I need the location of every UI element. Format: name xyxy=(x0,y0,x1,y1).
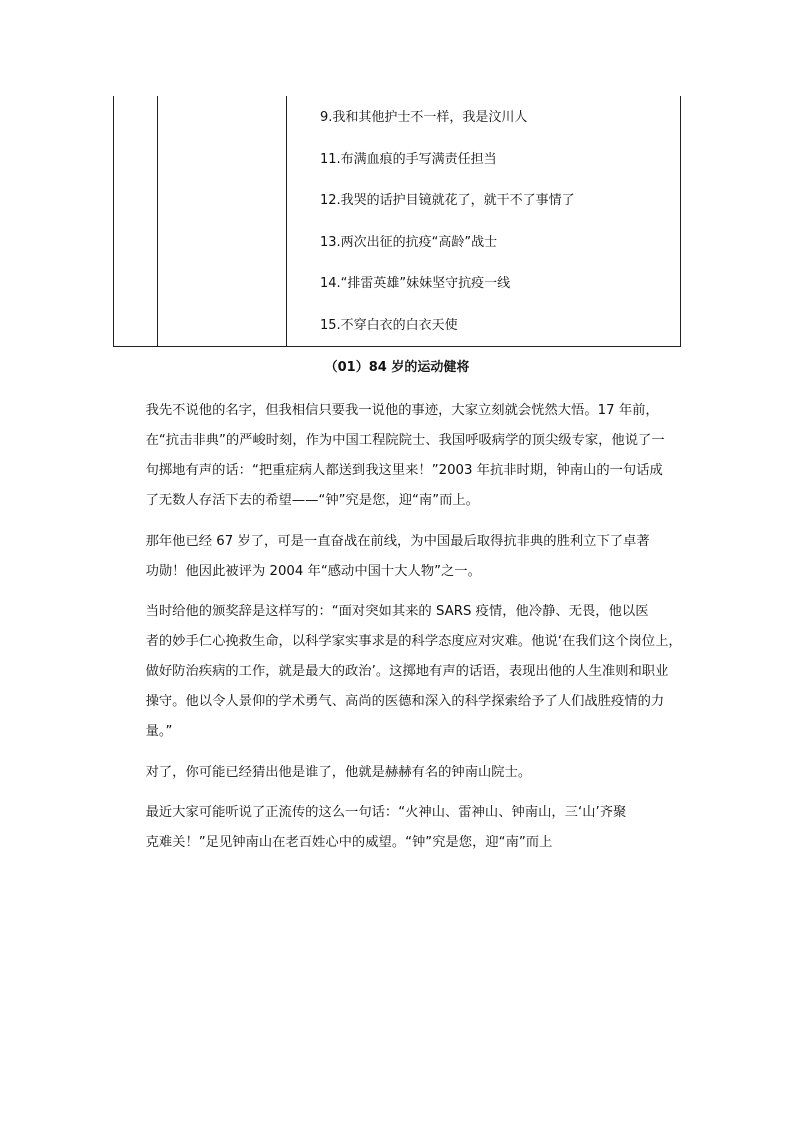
paragraph-intro xyxy=(119,396,679,516)
paragraph-line: 克难关！”足见钟南山在老百姓心中的威望。“钟”究是您，迎“南”而上 xyxy=(145,835,553,850)
paragraph-line: 句掷地有声的话：“把重症病人都送到我这里来！”2003 年抗非时期，钟南山的一句话成 xyxy=(145,463,663,478)
table-border-right xyxy=(680,96,681,346)
table-border-col2 xyxy=(286,96,287,346)
paragraph-line: 功勋！他因此被评为 2004 年“感动中国十大人物”之一。 xyxy=(145,563,481,579)
paragraph-three-mountains xyxy=(119,798,679,858)
table-story-item: 13.两次出征的抗疫“高龄”战士 xyxy=(320,234,498,250)
paragraph-line: 者的妙手仁心挽救生命，以科学家实事求是的科学态度应对灾难。他说‘在我们这个岗位上， xyxy=(145,634,682,649)
paragraph-line: 那年他已经 67 岁了，可是一直奋战在前线，为中国最后取得抗非典的胜利立下了卓著 xyxy=(145,533,650,549)
table-story-item: 12.我哭的话护目镜就花了，就干不了事情了 xyxy=(320,193,575,209)
paragraph-award-citation xyxy=(119,597,682,747)
paragraph-line: 最近大家可能听说了正流传的这么一句话：“火神山、雷神山、钟南山，三‘山’齐聚 xyxy=(145,805,627,820)
table-border-col1 xyxy=(157,96,158,346)
paragraph-age xyxy=(119,527,679,587)
paragraph-line: 做好防治疾病的工作，就是最大的政治’。这掷地有声的话语，表现出他的人生准则和职业 xyxy=(145,664,669,679)
paragraph-line: 在“抗击非典”的严峻时刻，作为中国工程院院士、我国呼吸病学的顶尖级专家，他说了一 xyxy=(145,433,665,448)
paragraph-line: 操守。他以令人景仰的学术勇气、高尚的医德和深入的科学探索给予了人们战胜疫情的力 xyxy=(145,694,665,709)
table-story-item: 14.“排雷英雄”妹妹坚守抗疫一线 xyxy=(320,276,511,292)
paragraph-reveal xyxy=(119,758,679,788)
paragraph-line: 我先不说他的名字，但我相信只要我一说他的事迹，大家立刻就会恍然大悟。17 年前， xyxy=(145,403,659,418)
article-body xyxy=(119,396,682,869)
table-story-item: 15.不穿白衣的白衣天使 xyxy=(320,317,458,333)
paragraph-line: 对了，你可能已经猜出他是谁了，他就是赫赫有名的钟南山院士。 xyxy=(145,764,532,780)
paragraph-line: 当时给他的颁奖辞是这样写的：“面对突如其来的 SARS 疫情，他冷静、无畏，他以医 xyxy=(145,604,649,619)
paragraph-line: 了无数人存活下去的希望——“钟”究是您，迎“南”而上。 xyxy=(145,493,479,508)
table-story-list xyxy=(320,108,575,358)
section-title: （01）84 岁的运动健将 xyxy=(324,360,470,375)
table-story-item: 11.布满血痕的手写满责任担当 xyxy=(320,151,497,167)
table-story-item: 9.我和其他护士不一样，我是汶川人 xyxy=(320,110,528,125)
table-border-left xyxy=(113,96,114,346)
paragraph-line: 量。” xyxy=(145,724,173,739)
